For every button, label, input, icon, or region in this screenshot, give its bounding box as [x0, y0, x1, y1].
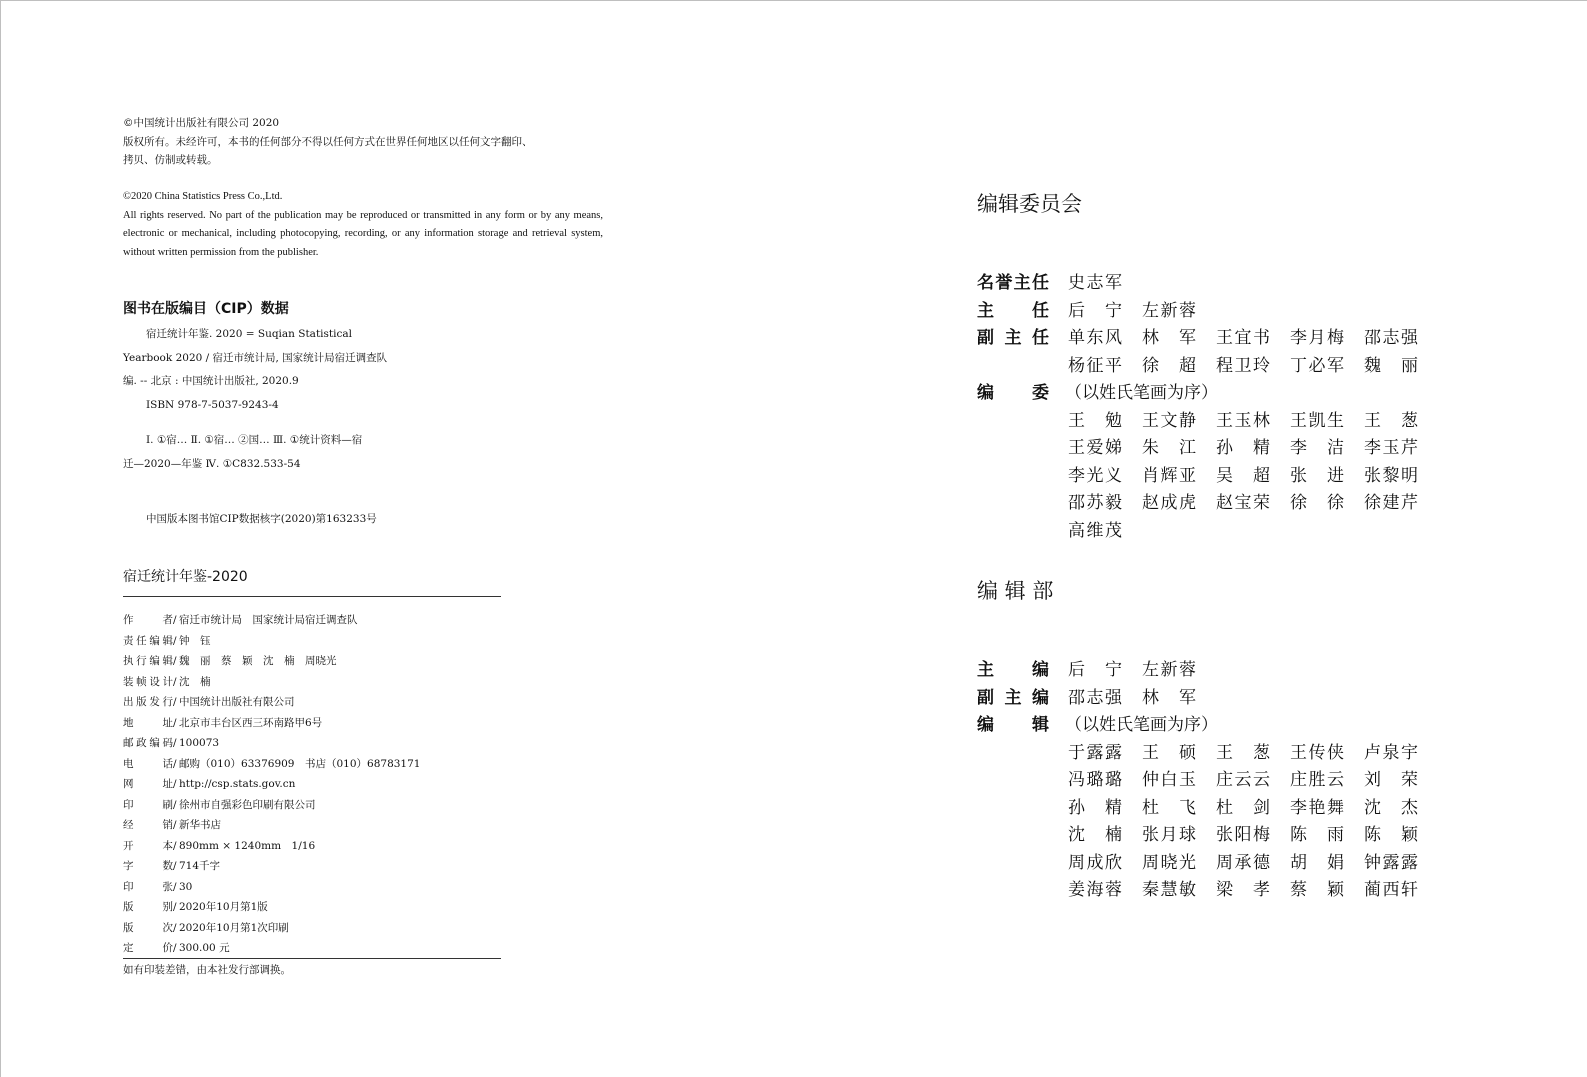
- colophon-value: http://csp.stats.gov.cn: [179, 778, 296, 790]
- staff-row: [977, 657, 1437, 685]
- staff-name: 胡娟: [1290, 852, 1344, 873]
- cip-number: 中国版本图书馆CIP数据核字(2020)第163233号: [146, 513, 377, 525]
- cip-line: Yearbook 2020 / 宿迁市统计局, 国家统计局宿迁调查队: [123, 351, 388, 364]
- staff-name: 李月梅: [1290, 328, 1344, 348]
- cip-line: 编. -- 北京 : 中国统计出版社, 2020.9: [123, 375, 299, 387]
- colophon-value: 沈 楠: [179, 675, 211, 688]
- staff-row: [977, 767, 1437, 795]
- colophon-value: 新华书店: [179, 819, 221, 831]
- colophon: [123, 610, 501, 959]
- colophon-label: 出版发行: [123, 696, 173, 708]
- staff-row: [977, 325, 1437, 353]
- staff-name: 沈楠: [1068, 825, 1122, 845]
- staff-name: 高维茂: [1068, 520, 1122, 541]
- colophon-separator: /: [173, 778, 177, 790]
- staff-row: [977, 850, 1437, 878]
- staff-name: 王玉林: [1216, 410, 1270, 431]
- staff-role: 编委: [977, 383, 1049, 403]
- staff-name: 姜海蓉: [1068, 880, 1122, 900]
- staff-name: 林军: [1142, 328, 1196, 348]
- page-frame-top: [0, 0, 1587, 1]
- staff-row: [977, 712, 1437, 740]
- staff-name: 林军: [1142, 687, 1196, 708]
- copyright-cn-line: ©中国统计出版社有限公司 2020: [123, 117, 280, 129]
- staff-name: 邵志强: [1364, 328, 1418, 348]
- colophon-label: 版次: [123, 921, 173, 934]
- footnote: 如有印装差错，由本社发行部调换。: [123, 964, 291, 976]
- staff-name: 张月球: [1142, 825, 1196, 845]
- colophon-separator: /: [173, 860, 177, 872]
- staff-name: 秦慧敏: [1142, 880, 1196, 900]
- staff-name: 张黎明: [1364, 465, 1418, 486]
- colophon-row: [123, 672, 501, 693]
- colophon-label: 邮政编码: [123, 737, 173, 749]
- staff-name: 孙精: [1216, 438, 1270, 458]
- staff-name: 刘荣: [1364, 770, 1418, 790]
- staff-name: 程卫玲: [1216, 355, 1270, 376]
- staff-name: 孙精: [1068, 797, 1122, 818]
- staff-row: [977, 685, 1437, 713]
- colophon-row: [123, 918, 501, 939]
- staff-name: 邵志强: [1068, 687, 1122, 708]
- colophon-separator: /: [173, 737, 177, 749]
- staff-name: 史志军: [1068, 273, 1122, 293]
- staff-name: 钟露露: [1364, 852, 1418, 873]
- colophon-separator: /: [173, 634, 177, 647]
- cip-title: 图书在版编目（CIP）数据: [123, 301, 289, 317]
- staff-name: 李艳舞: [1290, 797, 1344, 818]
- staff-name: 左新蓉: [1142, 660, 1196, 680]
- copyright-cn-line: 拷贝、仿制或转载。: [123, 154, 218, 166]
- colophon-value: 300.00 元: [179, 942, 230, 954]
- copyright-en-line: ©2020 China Statistics Press Co.,Ltd.: [123, 191, 283, 202]
- colophon-separator: /: [173, 655, 177, 667]
- staff-name: 单东风: [1068, 328, 1122, 348]
- colophon-value: 北京市丰台区西三环南路甲6号: [179, 716, 323, 729]
- staff-row: [977, 408, 1437, 436]
- staff-row: [977, 270, 1437, 298]
- colophon-row: [123, 877, 501, 898]
- colophon-value: 2020年10月第1版: [179, 901, 268, 913]
- staff-row: [977, 353, 1437, 381]
- staff-name: 徐徐: [1290, 493, 1344, 513]
- staff-row: [977, 822, 1437, 850]
- staff-name: 蔡颖: [1290, 880, 1344, 900]
- colophon-separator: /: [173, 716, 177, 729]
- staff-role: 副主编: [977, 687, 1049, 708]
- colophon-separator: /: [173, 675, 177, 688]
- staff-row: [977, 518, 1437, 546]
- colophon-separator: /: [173, 696, 177, 708]
- staff-name: 赵成虎: [1142, 493, 1196, 513]
- colophon-row: [123, 938, 501, 959]
- colophon-label: 印张: [123, 880, 173, 893]
- dept-list: [977, 657, 1437, 905]
- staff-row: [977, 795, 1437, 823]
- staff-role: 主编: [977, 660, 1049, 680]
- cip-isbn: ISBN 978-7-5037-9243-4: [146, 398, 279, 411]
- colophon-value: 中国统计出版社有限公司: [179, 696, 295, 708]
- staff-name: 冯璐璐: [1068, 770, 1122, 790]
- colophon-row: [123, 713, 501, 734]
- staff-name: 徐超: [1142, 355, 1196, 376]
- staff-name: 徐建芹: [1364, 493, 1418, 513]
- colophon-row: [123, 774, 501, 795]
- staff-role: 主任: [977, 300, 1049, 321]
- colophon-value: 钟 钰: [179, 634, 211, 647]
- staff-name: 周成欣: [1068, 852, 1122, 873]
- colophon-row: [123, 897, 501, 918]
- staff-name: 朱江: [1142, 438, 1196, 458]
- divider: [123, 596, 501, 597]
- staff-name: 魏丽: [1364, 355, 1418, 376]
- staff-name: 陈颖: [1364, 825, 1418, 845]
- colophon-value: 890mm × 1240mm 1/16: [179, 839, 316, 852]
- colophon-row: [123, 692, 501, 713]
- colophon-row: [123, 610, 501, 631]
- staff-name: 庄云云: [1216, 770, 1270, 790]
- staff-name: 丁必军: [1290, 355, 1344, 376]
- colophon-separator: /: [173, 614, 177, 626]
- staff-name: 王勉: [1068, 410, 1122, 431]
- colophon-value: 30: [179, 880, 193, 893]
- colophon-row: [123, 631, 501, 652]
- staff-name: 庄胜云: [1290, 770, 1344, 790]
- staff-name: 王葱: [1364, 410, 1418, 431]
- staff-name: 赵宝荣: [1216, 493, 1270, 513]
- colophon-value: 2020年10月第1次印刷: [179, 921, 289, 934]
- colophon-separator: /: [173, 839, 177, 852]
- colophon-label: 执行编辑: [123, 655, 173, 667]
- colophon-label: 地址: [123, 716, 173, 729]
- colophon-value: 魏 丽 蔡 颖 沈 楠 周晓光: [179, 655, 337, 667]
- staff-note: （以姓氏笔画为序）: [1065, 715, 1218, 735]
- staff-name: 仲白玉: [1142, 770, 1196, 790]
- colophon-value: 100073: [179, 737, 220, 749]
- staff-name: 周承德: [1216, 852, 1270, 873]
- staff-name: 卢泉宇: [1364, 742, 1418, 763]
- staff-name: 王爱娣: [1068, 438, 1122, 458]
- staff-role: 编辑: [977, 715, 1049, 735]
- staff-row: [977, 463, 1437, 491]
- colophon-label: 版别: [123, 901, 173, 913]
- divider: [123, 958, 501, 959]
- committee-list: [977, 270, 1437, 545]
- colophon-separator: /: [173, 942, 177, 954]
- staff-note: （以姓氏笔画为序）: [1065, 383, 1218, 403]
- staff-name: 李光义: [1068, 465, 1122, 486]
- staff-name: 梁孝: [1216, 880, 1270, 900]
- colophon-label: 电话: [123, 757, 173, 770]
- staff-name: 杜飞: [1142, 797, 1196, 818]
- staff-name: 蔺西轩: [1364, 880, 1418, 900]
- staff-name: 左新蓉: [1142, 300, 1196, 321]
- colophon-separator: /: [173, 921, 177, 934]
- colophon-separator: /: [173, 819, 177, 831]
- committee-title: 编辑委员会: [977, 192, 1082, 216]
- staff-name: 王传侠: [1290, 742, 1344, 763]
- colophon-label: 责任编辑: [123, 634, 173, 647]
- colophon-row: [123, 651, 501, 672]
- cip-line: 宿迁统计年鉴. 2020 = Suqian Statistical: [146, 328, 352, 340]
- colophon-label: 开本: [123, 839, 173, 852]
- staff-name: 于露露: [1068, 742, 1122, 763]
- staff-name: 邵苏毅: [1068, 493, 1122, 513]
- copyright-cn: [123, 114, 603, 170]
- colophon-value: 宿迁市统计局 国家统计局宿迁调查队: [179, 614, 358, 626]
- page-frame-left: [0, 0, 1, 1077]
- colophon-label: 经销: [123, 819, 173, 831]
- colophon-row: [123, 815, 501, 836]
- copyright-en: [123, 188, 603, 262]
- staff-name: 张阳梅: [1216, 825, 1270, 845]
- colophon-label: 字数: [123, 860, 173, 872]
- colophon-row: [123, 836, 501, 857]
- staff-name: 肖辉亚: [1142, 465, 1196, 486]
- staff-row: [977, 877, 1437, 905]
- colophon-value: 邮购（010）63376909 书店（010）68783171: [179, 757, 421, 770]
- staff-name: 沈杰: [1364, 797, 1418, 818]
- staff-row: [977, 435, 1437, 463]
- staff-row: [977, 380, 1437, 408]
- cip-line: Ⅰ. ①宿… Ⅱ. ①宿… ②国… Ⅲ. ①统计资料—宿: [146, 434, 363, 446]
- colophon-value: 714千字: [179, 860, 221, 872]
- staff-name: 王葱: [1216, 742, 1270, 763]
- copyright-en-body: All rights reserved. No part of the publication may be reproduced or transmitted in any form or by any means, electronic or mechanical, including photocopying, recording, or any information storage and retrieval system, without written permission from the publisher.: [123, 209, 603, 258]
- book-title: 宿迁统计年鉴-2020: [123, 569, 248, 585]
- colophon-separator: /: [173, 880, 177, 893]
- cip-line: 迁—2020—年鉴 Ⅳ. ①C832.533-54: [123, 457, 301, 470]
- colophon-label: 定价: [123, 942, 173, 954]
- staff-name: 李玉芹: [1364, 438, 1418, 458]
- staff-name: 杨征平: [1068, 355, 1122, 376]
- cip-data: [123, 323, 423, 476]
- staff-name: 张进: [1290, 465, 1344, 486]
- colophon-row: [123, 754, 501, 775]
- staff-name: 王硕: [1142, 742, 1196, 763]
- colophon-row: [123, 733, 501, 754]
- staff-role: 名誉主任: [977, 273, 1049, 293]
- colophon-value: 徐州市自强彩色印刷有限公司: [179, 798, 316, 811]
- colophon-label: 装帧设计: [123, 675, 173, 688]
- copyright-cn-line: 版权所有。未经许可，本书的任何部分不得以任何方式在世界任何地区以任何文字翻印、: [123, 135, 533, 148]
- staff-name: 杜剑: [1216, 797, 1270, 818]
- staff-name: 王宜书: [1216, 328, 1270, 348]
- staff-row: [977, 740, 1437, 768]
- staff-name: 王凯生: [1290, 410, 1344, 431]
- staff-name: 王文静: [1142, 410, 1196, 431]
- colophon-label: 网址: [123, 778, 173, 790]
- staff-name: 吴超: [1216, 465, 1270, 486]
- staff-name: 周晓光: [1142, 852, 1196, 873]
- dept-title: 编 辑 部: [977, 579, 1054, 603]
- staff-row: [977, 298, 1437, 326]
- staff-name: 李洁: [1290, 438, 1344, 458]
- colophon-separator: /: [173, 901, 177, 913]
- staff-name: 后宁: [1068, 660, 1122, 680]
- colophon-label: 作者: [123, 614, 173, 626]
- staff-role: 副主任: [977, 328, 1049, 348]
- colophon-separator: /: [173, 798, 177, 811]
- colophon-row: [123, 795, 501, 816]
- staff-name: 陈雨: [1290, 825, 1344, 845]
- colophon-label: 印刷: [123, 798, 173, 811]
- colophon-separator: /: [173, 757, 177, 770]
- staff-name: 后宁: [1068, 300, 1122, 321]
- colophon-row: [123, 856, 501, 877]
- staff-row: [977, 490, 1437, 518]
